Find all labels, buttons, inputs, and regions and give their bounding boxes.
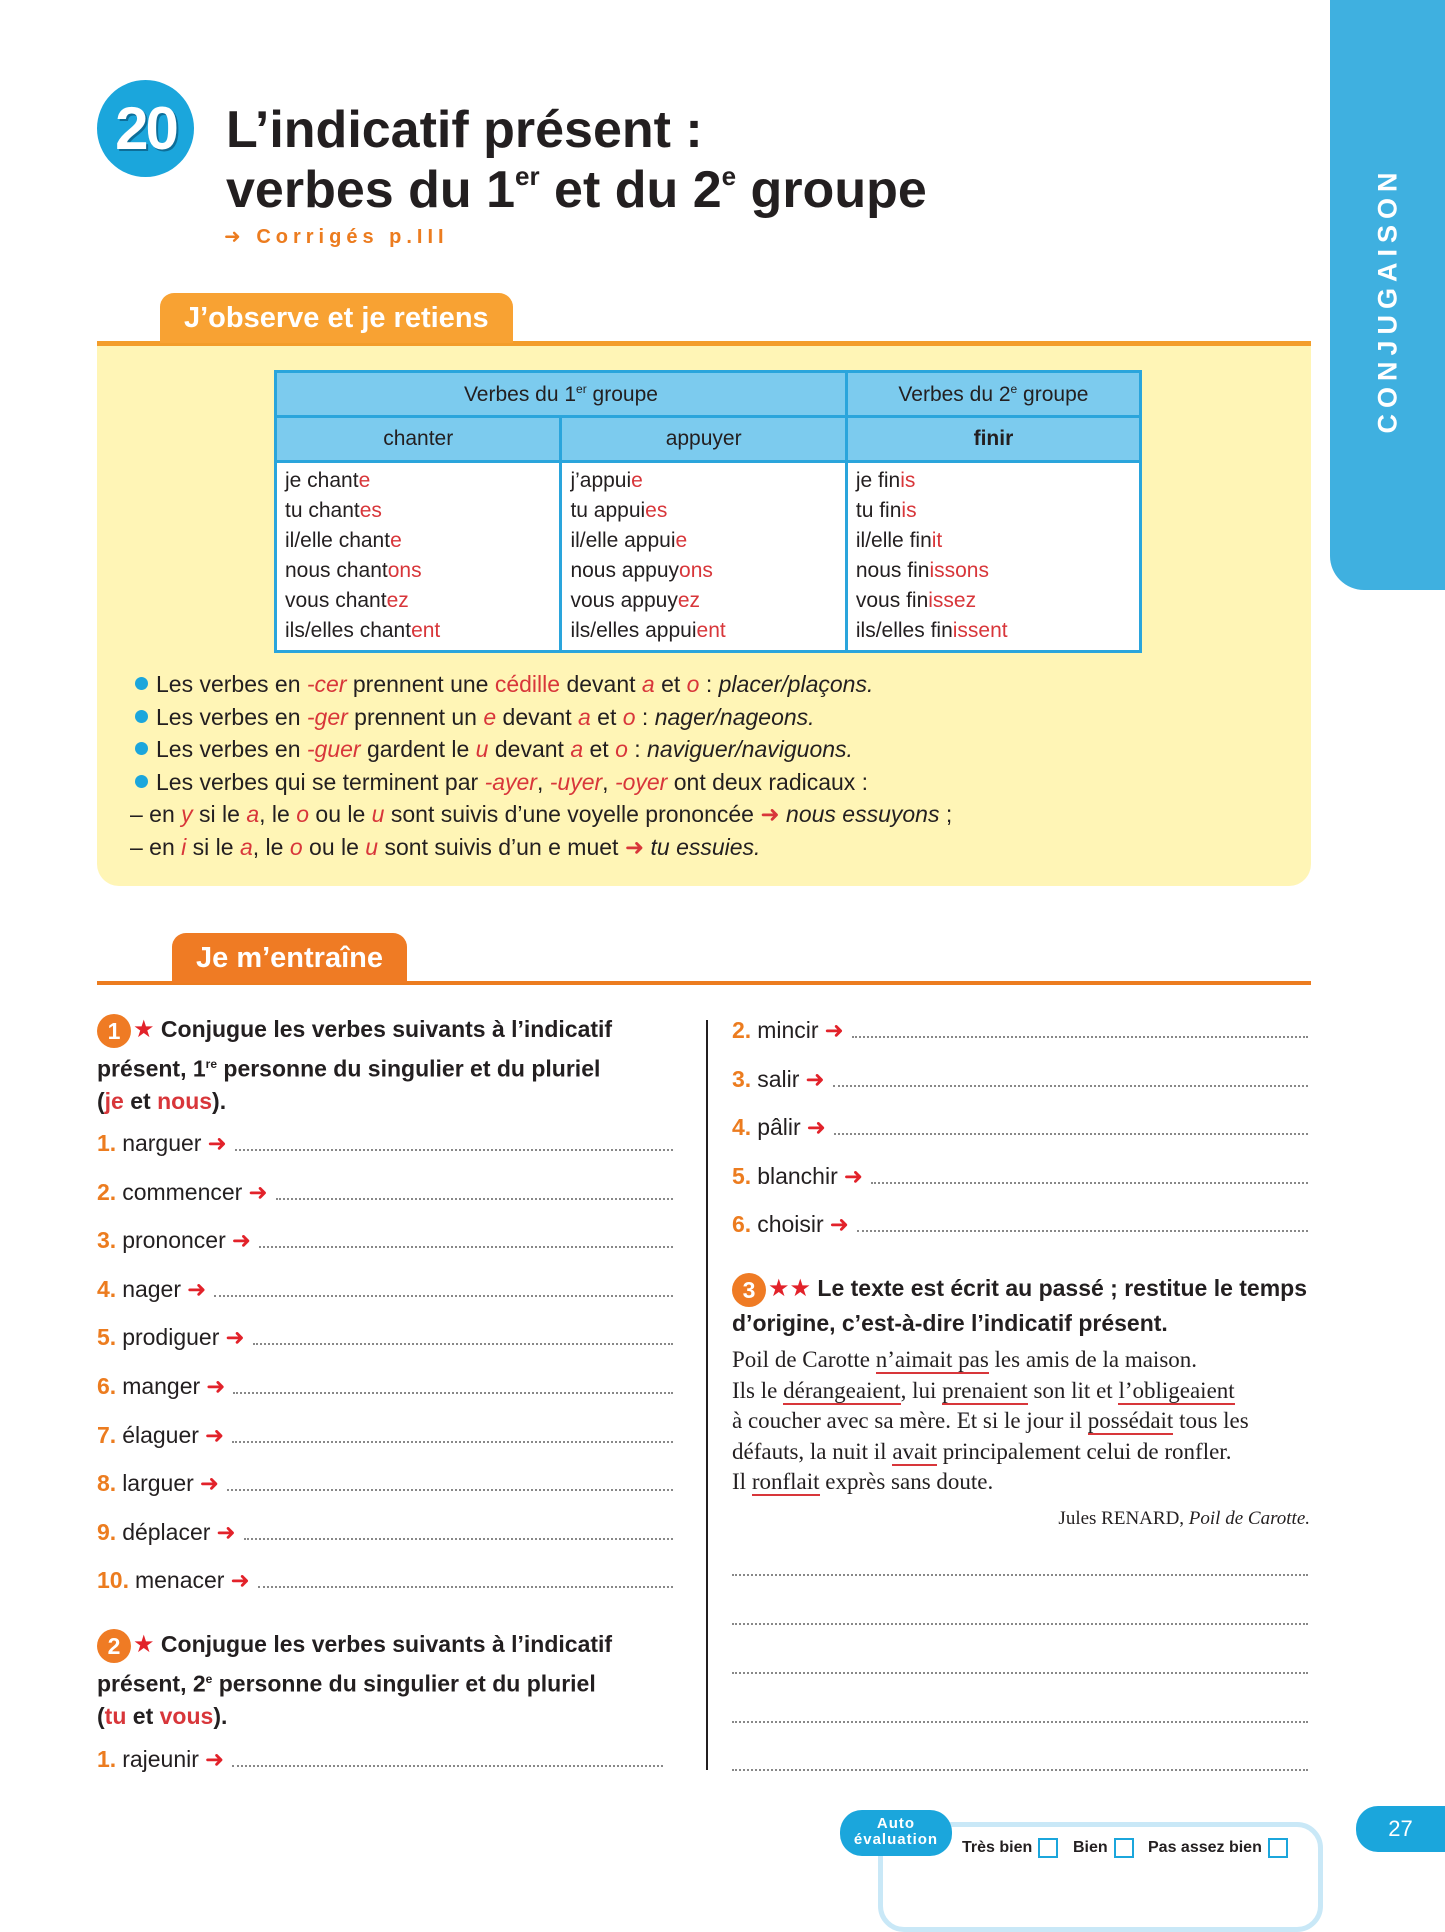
verb-header-chanter: chanter: [276, 417, 561, 462]
group-2-header: Verbes du 2e groupe: [846, 372, 1140, 417]
conjugation-row: nous appuyons: [570, 559, 713, 582]
conjugation-row: j’appuie: [570, 469, 643, 492]
answer-field[interactable]: [833, 1084, 1308, 1087]
rule-cer: Les verbes en -cer prennent une cédille devant a et o : placer/plaçons.: [130, 668, 952, 701]
exercise-item: 6. choisir ➜: [732, 1211, 1308, 1238]
star-icon: ★: [133, 1631, 155, 1658]
checkbox[interactable]: [1114, 1838, 1134, 1858]
conjugation-column: [846, 462, 1140, 652]
exercise-number-badge: 1: [97, 1014, 131, 1048]
exercise-item: 8. larguer ➜: [97, 1470, 673, 1497]
answer-field[interactable]: [233, 1391, 673, 1394]
title-line-1: L’indicatif présent :: [226, 101, 703, 159]
answer-field[interactable]: [259, 1245, 673, 1248]
arrow-icon: ➜: [843, 1162, 864, 1189]
arrow-icon: ➜: [187, 1275, 207, 1302]
arrow-icon: ➜: [206, 1373, 226, 1399]
exercise-item: 1. narguer ➜: [97, 1130, 673, 1157]
exercise-number-badge: 3: [732, 1273, 766, 1307]
rule-ger: Les verbes en -ger prennent un e devant a et o : nager/nageons.: [130, 701, 952, 734]
arrow-icon: ➜: [204, 1746, 225, 1772]
exercise-1-instructions: 1 ★ Conjugue les verbes suivants à l’indicatif présent, 1re personne du singulier et du pluriel (je et nous).: [97, 1013, 697, 1117]
verb-header-finir: finir: [846, 417, 1140, 462]
answer-field[interactable]: [834, 1132, 1308, 1135]
arrow-icon: ➜: [231, 1227, 252, 1254]
exercise-item: 1. rajeunir ➜: [97, 1746, 663, 1773]
answer-field[interactable]: [258, 1585, 673, 1588]
title-line-2: verbes du 1er et du 2e groupe: [226, 161, 927, 219]
conjugation-row: ils/elles chantent: [285, 619, 441, 642]
exercise-item: 4. pâlir ➜: [732, 1114, 1308, 1141]
rules-list: [130, 668, 952, 864]
arrow-icon: ➜: [829, 1211, 849, 1238]
exercise-item: 3. prononcer ➜: [97, 1227, 673, 1254]
page-number: 27: [1356, 1806, 1445, 1852]
conjugation-row: nous finissons: [855, 559, 989, 582]
conjugation-column: [276, 462, 561, 652]
exercise-item: 6. manger ➜: [97, 1373, 673, 1400]
conjugation-row: vous chantez: [285, 589, 409, 612]
answer-field[interactable]: [276, 1197, 673, 1200]
conjugation-column: [561, 462, 846, 652]
arrow-icon: ➜: [207, 1130, 227, 1156]
exercise-3-source: Jules RENARD, Poil de Carotte.: [1058, 1508, 1310, 1529]
exercise-item: 7. élaguer ➜: [97, 1422, 673, 1449]
observe-section-tab: J’observe et je retiens: [160, 293, 513, 343]
page-title: [226, 100, 927, 220]
exercise-2-instructions: 2 ★ Conjugue les verbes suivants à l’indicatif présent, 2e personne du singulier et du pluriel (tu et vous).: [97, 1628, 697, 1732]
conjugation-row: tu appuies: [570, 499, 668, 522]
conjugation-row: vous finissez: [855, 589, 977, 612]
verb-header-appuyer: appuyer: [561, 417, 846, 462]
lesson-number: 20: [115, 95, 176, 162]
answer-field[interactable]: [871, 1181, 1308, 1184]
exercise-item: 4. nager ➜: [97, 1276, 673, 1303]
answer-field[interactable]: [214, 1294, 673, 1297]
star-icon: ★: [133, 1016, 155, 1043]
conjugation-row: il/elle appuie: [570, 529, 688, 552]
conjugation-row: vous appuyez: [570, 589, 701, 612]
section-side-tab-label: CONJUGAISON: [1372, 166, 1402, 434]
bullet-dot: [135, 742, 148, 755]
answer-field[interactable]: [235, 1148, 673, 1151]
exercise-item: 10. menacer ➜: [97, 1567, 673, 1594]
conjugation-row: ils/elles finissent: [855, 619, 1008, 642]
answer-line[interactable]: [732, 1622, 1308, 1625]
exercise-item: 9. déplacer ➜: [97, 1519, 673, 1546]
answer-line[interactable]: [732, 1573, 1308, 1576]
group-1-header: Verbes du 1er groupe: [276, 372, 847, 417]
rule-i-case: – en i si le a, le o ou le u sont suivis d’un e muet ➜ tu essuies.: [130, 833, 761, 860]
answer-field[interactable]: [232, 1764, 663, 1767]
eval-option-tres-bien[interactable]: Très bien: [962, 1838, 1058, 1858]
conjugation-row: tu chantes: [285, 499, 382, 522]
checkbox[interactable]: [1268, 1838, 1288, 1858]
star-icon: ★★: [768, 1275, 812, 1302]
rule-y-case: – en y si le a, le o ou le u sont suivis d’une voyelle prononcée ➜ nous essuyons ;: [130, 801, 953, 828]
conjugation-row: nous chantons: [285, 559, 422, 582]
self-evaluation-label: Auto évaluation: [840, 1810, 952, 1856]
arrow-icon: ➜: [824, 1017, 844, 1043]
conjugation-table: [274, 370, 1142, 653]
answers-link[interactable]: ➜ Corrigés p.III: [224, 226, 449, 248]
arrow-icon: ➜: [216, 1518, 236, 1545]
exercise-item: 3. salir ➜: [732, 1066, 1308, 1093]
arrow-icon: ➜: [806, 1114, 826, 1141]
arrow-icon: ➜: [760, 801, 780, 828]
conjugation-row: tu finis: [855, 499, 917, 522]
lesson-number-badge: [97, 80, 194, 177]
exercise-number-badge: 2: [97, 1629, 131, 1663]
eval-option-pas-assez-bien[interactable]: Pas assez bien: [1148, 1838, 1288, 1858]
answer-field[interactable]: [852, 1035, 1308, 1038]
arrow-icon: ➜: [624, 833, 645, 860]
exercise-3-instructions: 3 ★★ Le texte est écrit au passé ; restitue le temps d’origine, c’est-à-dire l’indicatif présent.: [732, 1272, 1322, 1339]
answer-line[interactable]: [732, 1768, 1308, 1771]
arrow-icon: ➜: [199, 1470, 220, 1497]
conjugation-row: je chante: [285, 469, 371, 492]
conjugation-row: il/elle finit: [855, 529, 943, 552]
answer-field[interactable]: [253, 1342, 673, 1345]
bullet-dot: [135, 775, 148, 788]
bullet-dot: [135, 710, 148, 723]
answer-field[interactable]: [244, 1537, 673, 1540]
conjugation-row: je finis: [855, 469, 916, 492]
column-divider: [706, 1020, 708, 1770]
practice-section-tab: Je m’entraîne: [172, 933, 407, 983]
answer-field[interactable]: [857, 1229, 1308, 1232]
exercise-item: 5. prodiguer ➜: [97, 1324, 673, 1351]
checkbox[interactable]: [1038, 1838, 1058, 1858]
arrow-icon: ➜: [248, 1178, 268, 1205]
exercise-item: 2. commencer ➜: [97, 1179, 673, 1206]
exercise-item: 2. mincir ➜: [732, 1017, 1308, 1044]
answer-field[interactable]: [232, 1440, 673, 1443]
eval-option-bien[interactable]: Bien: [1073, 1838, 1134, 1858]
rule-guer: Les verbes en -guer gardent le u devant a et o : naviguer/naviguons.: [130, 733, 952, 766]
section-side-tab: [1330, 0, 1445, 590]
conjugation-row: ils/elles appuient: [570, 619, 726, 642]
arrow-icon: ➜: [230, 1567, 250, 1594]
answer-line[interactable]: [732, 1720, 1308, 1723]
arrow-icon: ➜: [805, 1065, 825, 1092]
rule-ayer-uyer-oyer: Les verbes qui se terminent par -ayer, -uyer, -oyer ont deux radicaux :: [130, 766, 952, 799]
answer-field[interactable]: [227, 1488, 673, 1491]
exercise-3-text: Poil de Carotte n’aimait pas les amis de la maison. Ils le dérangeaient, lui prenaient son lit et l’obligeaient à coucher avec sa mère. Et si le jour il possédait tous les défauts, la nuit il avait principalement celui de ronfler. Il ronflait exprès sans doute.: [732, 1347, 1249, 1494]
arrow-icon: ➜: [204, 1421, 225, 1448]
answer-line[interactable]: [732, 1671, 1308, 1674]
bullet-dot: [135, 677, 148, 690]
conjugation-row: il/elle chante: [285, 529, 402, 552]
exercise-item: 5. blanchir ➜: [732, 1163, 1308, 1190]
arrow-icon: ➜: [225, 1324, 245, 1351]
